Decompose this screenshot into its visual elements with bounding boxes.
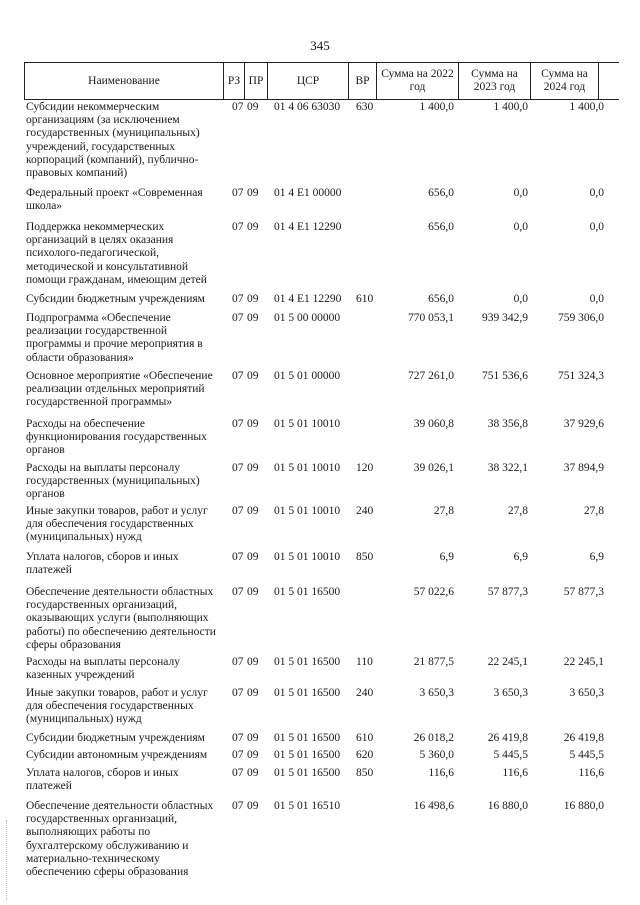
row-sum-2022: 26 018,2 bbox=[413, 732, 454, 744]
row-sum-2024: 0,0 bbox=[589, 293, 604, 305]
row-pr: 09 bbox=[247, 551, 259, 563]
row-rz: 07 bbox=[232, 312, 244, 324]
row-csr: 01 5 01 16500 bbox=[274, 732, 341, 744]
row-rz: 07 bbox=[232, 687, 244, 699]
row-name: Обеспечение деятельности областных государственных организаций, выполняющих работы по бухгалтерскому обслуживанию и материально-техническому обеспечению сферы образования bbox=[26, 800, 214, 879]
row-csr: 01 5 01 16500 bbox=[274, 586, 341, 598]
row-sum-2022: 770 053,1 bbox=[408, 312, 454, 324]
row-pr: 09 bbox=[247, 767, 259, 779]
row-rz: 07 bbox=[232, 293, 244, 305]
row-sum-2023: 5 445,5 bbox=[493, 749, 528, 761]
row-vr: 120 bbox=[356, 462, 374, 474]
row-sum-2023: 3 650,3 bbox=[493, 687, 528, 699]
row-name: Федеральный проект «Современная школа» bbox=[26, 187, 203, 213]
row-vr: 240 bbox=[356, 505, 374, 517]
row-rz: 07 bbox=[232, 101, 244, 113]
row-sum-2024: 27,8 bbox=[583, 505, 604, 517]
row-csr: 01 5 01 10010 bbox=[274, 462, 341, 474]
header-sum-2024: Сумма на 2024 год bbox=[530, 63, 599, 99]
row-vr: 110 bbox=[356, 656, 373, 668]
row-sum-2022: 5 360,0 bbox=[419, 749, 454, 761]
row-csr: 01 5 01 16500 bbox=[274, 749, 341, 761]
row-name: Субсидии бюджетным учреждениям bbox=[26, 732, 205, 744]
row-sum-2023: 38 356,8 bbox=[487, 418, 528, 430]
row-csr: 01 4 06 63030 bbox=[274, 101, 341, 113]
row-sum-2023: 0,0 bbox=[513, 293, 528, 305]
row-rz: 07 bbox=[232, 767, 244, 779]
row-rz: 07 bbox=[232, 187, 244, 199]
row-sum-2024: 759 306,0 bbox=[558, 312, 604, 324]
row-vr: 620 bbox=[356, 749, 374, 761]
row-csr: 01 5 01 10010 bbox=[274, 418, 341, 430]
row-name: Подпрограмма «Обеспечение реализации государственной программы и прочие мероприятия в области образования» bbox=[26, 312, 203, 364]
row-vr: 610 bbox=[356, 732, 374, 744]
row-rz: 07 bbox=[232, 551, 244, 563]
header-csr: ЦСР bbox=[267, 63, 348, 99]
row-rz: 07 bbox=[232, 370, 244, 382]
row-name: Уплата налогов, сборов и иных платежей bbox=[26, 767, 179, 793]
row-sum-2023: 0,0 bbox=[513, 221, 528, 233]
row-sum-2024: 1 400,0 bbox=[569, 101, 604, 113]
row-name: Иные закупки товаров, работ и услуг для обеспечения государственных (муниципальных) нужд bbox=[26, 505, 208, 544]
row-name: Расходы на выплаты персоналу государственных (муниципальных) органов bbox=[26, 462, 200, 501]
row-sum-2023: 939 342,9 bbox=[482, 312, 528, 324]
row-vr: 610 bbox=[356, 293, 374, 305]
row-sum-2022: 656,0 bbox=[428, 187, 454, 199]
row-name: Основное мероприятие «Обеспечение реализации отдельных мероприятий государственной программы» bbox=[26, 370, 213, 409]
row-rz: 07 bbox=[232, 505, 244, 517]
row-sum-2024: 3 650,3 bbox=[569, 687, 604, 699]
row-sum-2024: 116,6 bbox=[578, 767, 604, 779]
row-pr: 09 bbox=[247, 462, 259, 474]
row-csr: 01 5 01 10010 bbox=[274, 551, 341, 563]
row-csr: 01 5 01 16510 bbox=[274, 800, 341, 812]
row-pr: 09 bbox=[247, 800, 259, 812]
row-name: Расходы на обеспечение функционирования государственных органов bbox=[26, 418, 207, 457]
row-sum-2024: 16 880,0 bbox=[563, 800, 604, 812]
row-pr: 09 bbox=[247, 586, 259, 598]
row-vr: 850 bbox=[356, 551, 374, 563]
margin-mark bbox=[6, 820, 9, 900]
row-sum-2022: 116,6 bbox=[428, 767, 454, 779]
row-name: Иные закупки товаров, работ и услуг для обеспечения государственных (муниципальных) нужд bbox=[26, 687, 208, 726]
row-csr: 01 4 E1 12290 bbox=[274, 221, 342, 233]
row-pr: 09 bbox=[247, 418, 259, 430]
row-sum-2024: 751 324,3 bbox=[558, 370, 604, 382]
row-sum-2022: 656,0 bbox=[428, 293, 454, 305]
row-vr: 850 bbox=[356, 767, 374, 779]
row-csr: 01 5 01 16500 bbox=[274, 656, 341, 668]
row-vr: 630 bbox=[356, 101, 374, 113]
row-sum-2022: 16 498,6 bbox=[413, 800, 454, 812]
row-sum-2024: 37 894,9 bbox=[563, 462, 604, 474]
row-pr: 09 bbox=[247, 656, 259, 668]
row-csr: 01 4 E1 12290 bbox=[274, 293, 342, 305]
row-pr: 09 bbox=[247, 370, 259, 382]
row-rz: 07 bbox=[232, 586, 244, 598]
row-sum-2023: 57 877,3 bbox=[487, 586, 528, 598]
row-rz: 07 bbox=[232, 418, 244, 430]
row-pr: 09 bbox=[247, 312, 259, 324]
row-name: Уплата налогов, сборов и иных платежей bbox=[26, 551, 179, 577]
row-sum-2022: 39 026,1 bbox=[413, 462, 454, 474]
row-sum-2022: 656,0 bbox=[428, 221, 454, 233]
row-sum-2023: 22 245,1 bbox=[487, 656, 528, 668]
row-sum-2023: 6,9 bbox=[513, 551, 528, 563]
row-sum-2022: 3 650,3 bbox=[419, 687, 454, 699]
row-sum-2023: 38 322,1 bbox=[487, 462, 528, 474]
row-sum-2022: 727 261,0 bbox=[408, 370, 454, 382]
row-sum-2024: 26 419,8 bbox=[563, 732, 604, 744]
header-vr: ВР bbox=[348, 63, 376, 99]
row-csr: 01 5 01 16500 bbox=[274, 687, 341, 699]
row-sum-2024: 37 929,6 bbox=[563, 418, 604, 430]
row-name: Обеспечение деятельности областных государственных организаций, оказывающих услуги (выполняющих работы) по обеспечению деятельности сферы образования bbox=[26, 586, 216, 651]
row-sum-2022: 1 400,0 bbox=[419, 101, 454, 113]
row-sum-2022: 57 022,6 bbox=[413, 586, 454, 598]
row-csr: 01 5 01 00000 bbox=[274, 370, 341, 382]
row-pr: 09 bbox=[247, 221, 259, 233]
row-rz: 07 bbox=[232, 749, 244, 761]
row-csr: 01 5 01 10010 bbox=[274, 505, 341, 517]
row-sum-2024: 22 245,1 bbox=[563, 656, 604, 668]
row-name: Субсидии некоммерческим организациям (за исключением государственных (муниципальных) учреждений, государственных корпораций (компаний), публично-правовых компаний) bbox=[26, 101, 200, 180]
row-name: Субсидии автономным учреждениям bbox=[26, 749, 208, 761]
row-sum-2022: 6,9 bbox=[439, 551, 454, 563]
row-csr: 01 5 01 16500 bbox=[274, 767, 341, 779]
row-sum-2023: 1 400,0 bbox=[493, 101, 528, 113]
row-vr: 240 bbox=[356, 687, 374, 699]
row-sum-2023: 16 880,0 bbox=[487, 800, 528, 812]
row-pr: 09 bbox=[247, 732, 259, 744]
row-sum-2024: 0,0 bbox=[589, 221, 604, 233]
row-pr: 09 bbox=[247, 505, 259, 517]
row-sum-2024: 6,9 bbox=[589, 551, 604, 563]
header-sum-2022: Сумма на 2022 год bbox=[376, 63, 458, 99]
row-rz: 07 bbox=[232, 221, 244, 233]
row-name: Поддержка некоммерческих организаций в целях оказания психолого-педагогической, методической и консультативной помощи гражданам, имеющим детей bbox=[26, 221, 207, 286]
row-sum-2022: 27,8 bbox=[433, 505, 454, 517]
row-pr: 09 bbox=[247, 101, 259, 113]
row-sum-2024: 0,0 bbox=[589, 187, 604, 199]
row-name: Субсидии бюджетным учреждениям bbox=[26, 293, 205, 305]
row-sum-2023: 116,6 bbox=[502, 767, 528, 779]
row-sum-2024: 57 877,3 bbox=[563, 586, 604, 598]
row-name: Расходы на выплаты персоналу казенных учреждений bbox=[26, 656, 180, 682]
row-csr: 01 5 00 00000 bbox=[274, 312, 341, 324]
header-pr: ПР bbox=[244, 63, 267, 99]
row-rz: 07 bbox=[232, 732, 244, 744]
row-sum-2023: 27,8 bbox=[507, 505, 528, 517]
row-sum-2023: 0,0 bbox=[513, 187, 528, 199]
row-sum-2022: 21 877,5 bbox=[413, 656, 454, 668]
row-csr: 01 4 E1 00000 bbox=[274, 187, 342, 199]
row-rz: 07 bbox=[232, 800, 244, 812]
row-rz: 07 bbox=[232, 656, 244, 668]
row-pr: 09 bbox=[247, 749, 259, 761]
row-pr: 09 bbox=[247, 187, 259, 199]
table-header bbox=[24, 62, 619, 100]
header-name: Наименование bbox=[24, 63, 223, 99]
row-sum-2023: 751 536,6 bbox=[482, 370, 528, 382]
row-pr: 09 bbox=[247, 293, 259, 305]
row-sum-2023: 26 419,8 bbox=[487, 732, 528, 744]
row-sum-2022: 39 060,8 bbox=[413, 418, 454, 430]
page-number: 345 bbox=[310, 38, 330, 53]
header-sum-2023: Сумма на 2023 год bbox=[458, 63, 530, 99]
row-sum-2024: 5 445,5 bbox=[569, 749, 604, 761]
row-rz: 07 bbox=[232, 462, 244, 474]
header-rz: РЗ bbox=[223, 63, 244, 99]
row-pr: 09 bbox=[247, 687, 259, 699]
